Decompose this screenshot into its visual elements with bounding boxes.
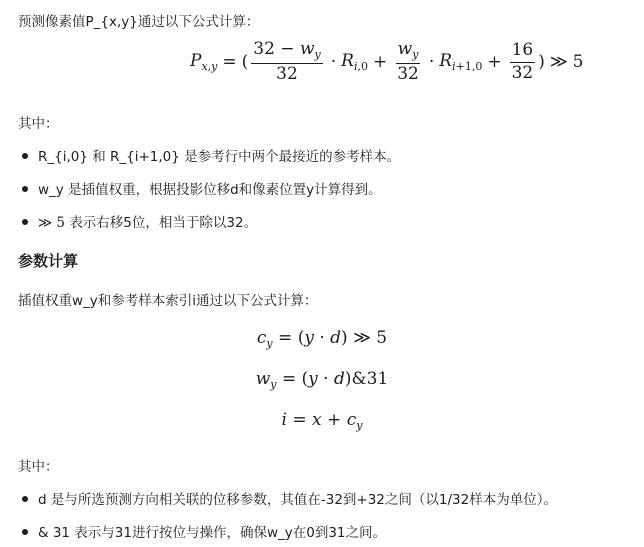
section-intro: 插值权重w_y和参考样本索引i通过以下公式计算： <box>18 293 318 309</box>
list-item: w_y 是插值权重，根据投影位移d和像素位置y计算得到。 <box>22 178 382 198</box>
list-item <box>22 211 257 231</box>
list-item: & 31 表示与31进行按位与操作，确保w_y在0到31之间。 <box>22 521 386 541</box>
equation-i: $i = x + c_y$ <box>281 410 363 432</box>
list-item: R_{i,0} 和 R_{i+1,0} 是参考行中两个最接近的参考样本。 <box>22 145 400 165</box>
shift-symbol: ≫ 5 <box>38 215 66 231</box>
equation-cy: $c_y = (y \cdot d)$ ≫ 5 <box>256 328 388 350</box>
section-heading: 参数计算 <box>18 252 79 270</box>
main-formula: $P_{x,y}$ = ( $\frac{32 - w_y}{32}$ · $R_{i,0}$ + $\frac{w_y}{32}$ · $R_{i+1,0}$ + $\frac{16}{32}$ ) ≫ 5 <box>190 39 584 84</box>
list-item: d 是与所选预测方向相关联的位移参数，其值在-32到+32之间（以1/32样本为单位）。 <box>22 488 557 508</box>
where-label-1: 其中： <box>18 116 59 132</box>
intro-text: 预测像素值P_{x,y}通过以下公式计算： <box>18 14 260 30</box>
where-label-2: 其中： <box>18 459 59 475</box>
equation-wy: $w_y = (y$ · d)&31 <box>255 369 389 391</box>
list-item-text: 表示右移5位，相当于除以32。 <box>69 215 258 231</box>
